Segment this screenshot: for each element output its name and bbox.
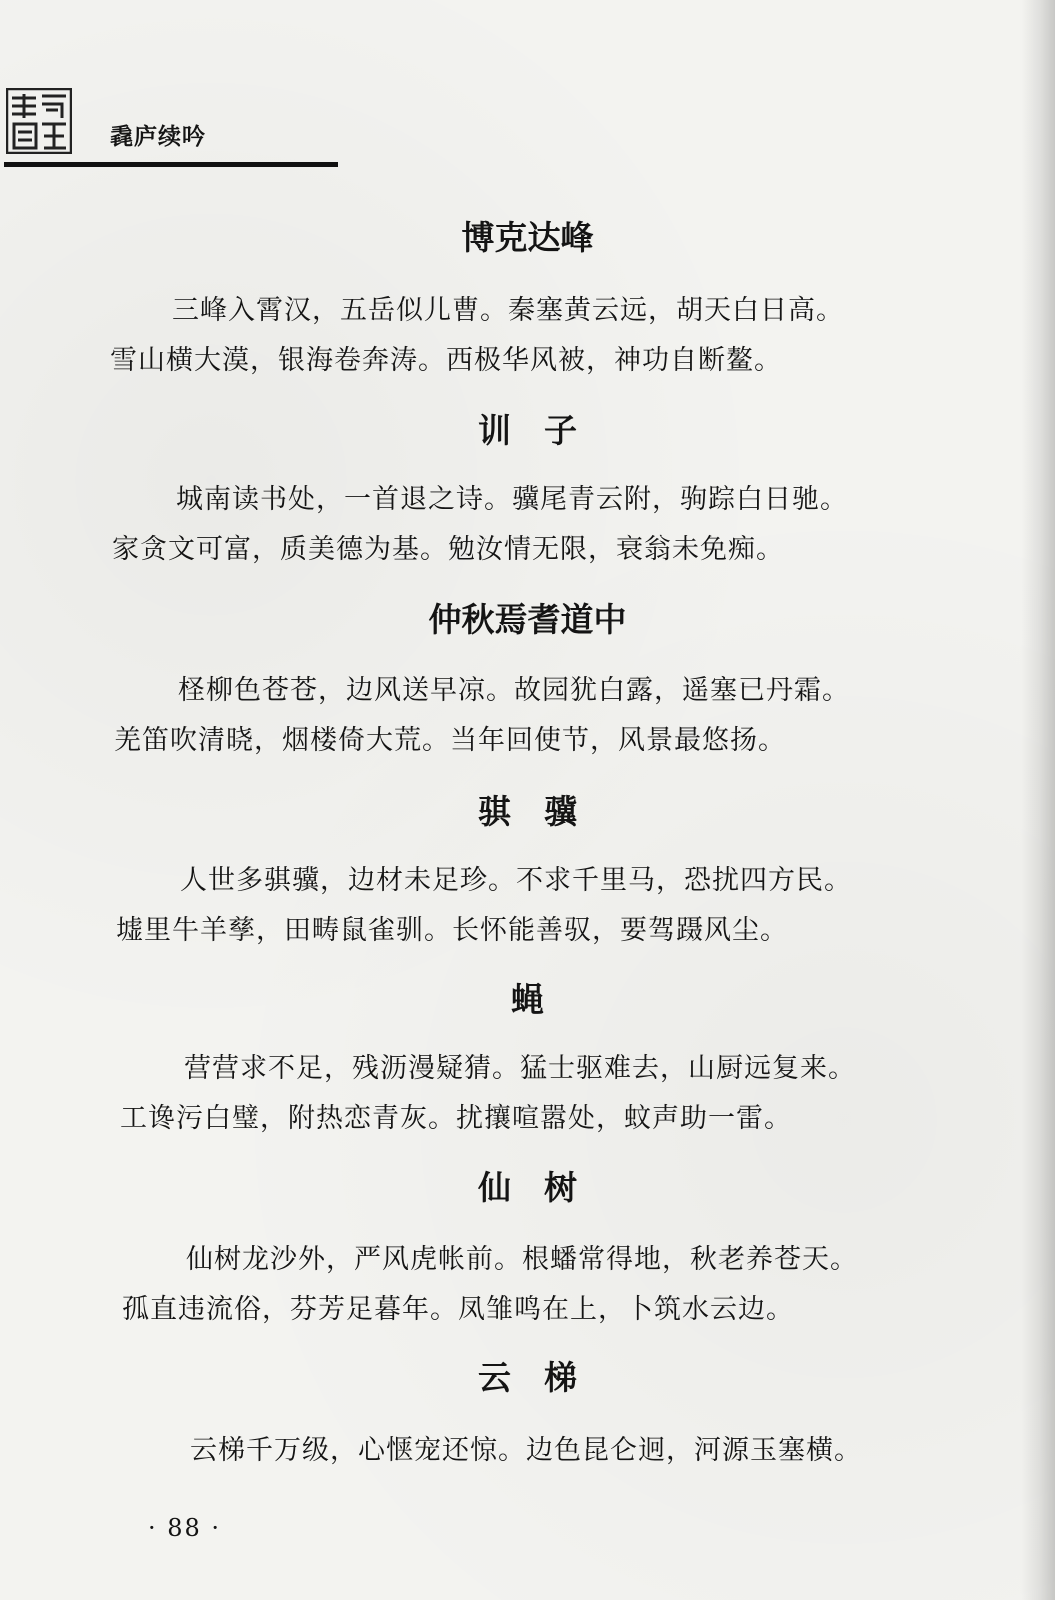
poem-line: 雪山横大漠，银海卷奔涛。西极华风被，神功自断鳌。	[110, 345, 782, 376]
poem-title: 骐 骥	[478, 792, 577, 831]
poem-line: 仙树龙沙外，严风虎帐前。根蟠常得地，秋老养苍天。	[186, 1244, 858, 1275]
poem-title: 仙 树	[478, 1168, 577, 1207]
poem-line: 孤直违流俗，芬芳足暮年。凤雏鸣在上，卜筑水云边。	[122, 1294, 794, 1325]
seal-stamp	[6, 88, 72, 154]
header-rule	[4, 162, 338, 167]
poem-title: 蝇	[511, 980, 544, 1019]
poem-line: 三峰入霄汉，五岳似儿曹。秦塞黄云远，胡天白日高。	[172, 295, 844, 326]
poem-line: 羌笛吹清晓，烟楼倚大荒。当年回使节，风景最悠扬。	[114, 725, 786, 756]
book-title: 毳庐续吟	[110, 124, 206, 150]
poem-title: 云 梯	[478, 1358, 577, 1397]
poem-line: 营营求不足，残沥漫疑猜。猛士驱难去，山厨远复来。	[184, 1053, 856, 1084]
poem-line: 城南读书处，一首退之诗。骥尾青云附，驹踪白日驰。	[176, 484, 848, 515]
poem-line: 柽柳色苍苍，边风送早凉。故园犹白露，遥塞已丹霜。	[178, 675, 850, 706]
poem-line: 工谗污白璧，附热恋青灰。扰攘喧嚣处，蚊声助一雷。	[120, 1103, 792, 1134]
poem-line: 墟里牛羊孳，田畴鼠雀驯。长怀能善驭，要驾蹑风尘。	[116, 915, 788, 946]
poem-title: 博克达峰	[461, 218, 594, 257]
poem-line: 家贪文可富，质美德为基。勉汝情无限，衰翁未免痴。	[112, 534, 784, 565]
page-number: · 88 ·	[148, 1514, 222, 1542]
poem-title: 训 子	[478, 411, 577, 450]
poem-title: 仲秋焉耆道中	[428, 600, 627, 639]
poem-line: 人世多骐骥，边材未足珍。不求千里马，恐扰四方民。	[180, 865, 852, 896]
poem-line: 云梯千万级，心惬宠还惊。边色昆仑迥，河源玉塞横。	[190, 1435, 862, 1466]
